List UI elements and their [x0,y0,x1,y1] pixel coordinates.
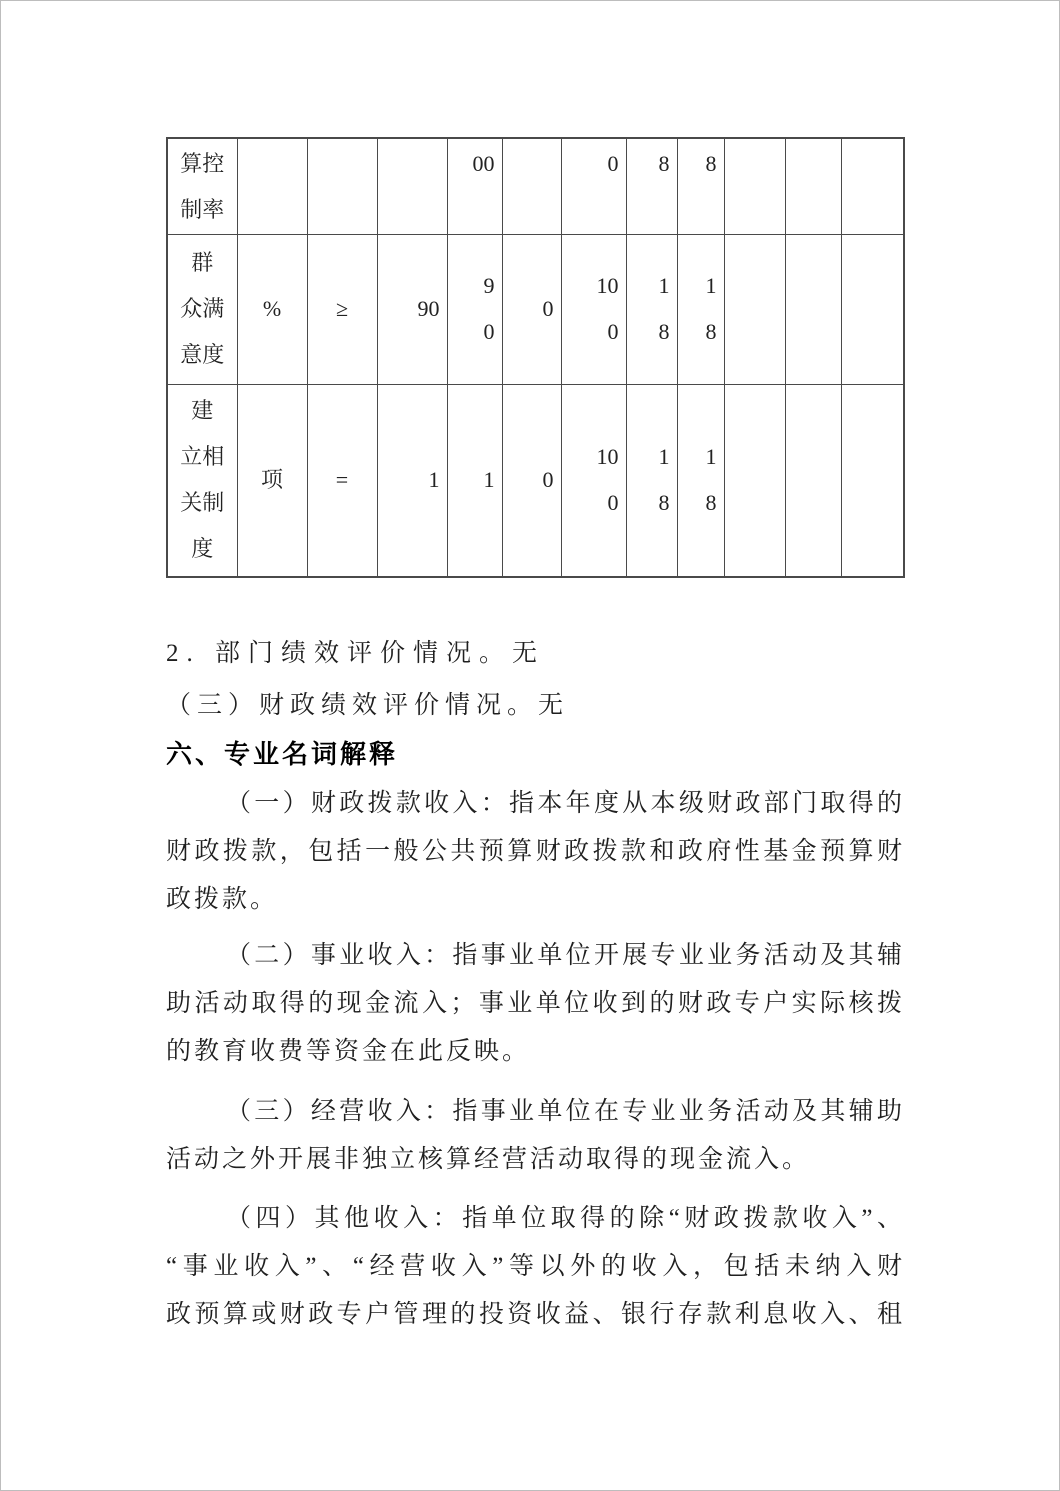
page-content [166,137,905,1339]
table-cell-line: 10 [596,273,619,298]
paragraph-line: （三）经营收入：指事业单位在专业业务活动及其辅助 [226,1098,905,1125]
paragraph-line: 的教育收费等资金在此反映。 [166,1038,531,1065]
table-cell [724,234,785,384]
table-cell [307,138,377,234]
table-cell [167,138,237,234]
table-cell-line: 9 [483,273,495,298]
table-cell-line: 1 [658,444,670,470]
table-cell [785,138,841,234]
table-cell-line: 8 [658,151,670,176]
table-cell [307,384,377,577]
table-cell [502,384,561,577]
table-cell [677,384,724,577]
table-cell-line: 00 [472,151,495,176]
paragraph-line: （二）事业收入：指事业单位开展专业业务活动及其辅 [226,942,905,969]
table-cell [841,384,904,577]
table-cell-line: 0 [607,151,619,176]
table-cell [167,384,237,577]
table-cell-line: ≥ [335,296,349,321]
table-cell [785,384,841,577]
table-cell-line: 90 [417,296,440,321]
table-cell [841,234,904,384]
table-row [167,138,904,234]
fiscal-performance-eval-line: （三）财政绩效评价情况。无 [166,692,570,719]
table-cell [377,234,447,384]
table-cell-line: 0 [483,319,495,344]
table-cell [561,234,626,384]
table-cell-line: 意度 [180,342,225,367]
table-cell-line: 1 [705,273,717,298]
table-cell [167,234,237,384]
table-cell-line: 项 [260,467,283,493]
table-cell-line: 0 [542,467,554,493]
dept-performance-eval-line: 2. 部门绩效评价情况。无 [166,640,546,667]
table-cell-line: 1 [483,467,495,493]
term-business-income [166,1088,905,1184]
table-cell-line: 1 [658,273,670,298]
table-cell [841,138,904,234]
table-cell [724,384,785,577]
table-cell-line: 建 [191,398,214,424]
paragraph-line: 政预算或财政专户管理的投资收益、银行存款利息收入、租 [166,1301,905,1328]
paragraph-line: 政拨款。 [166,886,279,913]
table-cell [237,234,307,384]
table-cell-line: 1 [705,444,717,470]
paragraph-line: （一）财政拨款收入：指本年度从本级财政部门取得的 [226,790,905,817]
table-cell-line: 8 [658,490,670,516]
table-cell-line: 8 [705,490,717,516]
table-cell [561,384,626,577]
term-fiscal-appropriation-income [166,780,905,924]
table-cell-line: 群 [191,250,214,275]
table-cell-line: 算控 [180,151,225,176]
table-cell [447,384,502,577]
table-cell [502,138,561,234]
table-cell-line: 度 [191,536,214,562]
paragraph-line: 助活动取得的现金流入；事业单位收到的财政专户实际核拨 [166,990,905,1017]
body-blocks [166,630,905,1339]
table-cell-line: 0 [542,296,554,321]
table-cell-line: 0 [607,319,619,344]
table-cell [677,138,724,234]
paragraph-line: 财政拨款，包括一般公共预算财政拨款和政府性基金预算财 [166,838,905,865]
table-cell [237,138,307,234]
paragraph-line: “事业收入”、“经营收入”等以外的收入，包括未纳入财 [166,1253,905,1280]
table-cell-line: % [262,296,282,321]
table-cell-line: 立相 [180,444,225,470]
table-cell [377,138,447,234]
table-cell [447,234,502,384]
terms-section-heading: 六、专业名词解释 [166,739,399,769]
table-cell-line: 1 [428,467,440,493]
table-cell-line: 10 [596,444,619,470]
table-row [167,234,904,384]
paragraph-line: （四）其他收入：指单位取得的除“财政拨款收入”、 [226,1205,905,1232]
table-cell [626,138,677,234]
table-cell [785,234,841,384]
indicator-table [166,137,905,578]
table-cell-line: 8 [658,319,670,344]
table-cell [307,234,377,384]
term-other-income [166,1195,905,1339]
table-cell-line: 0 [607,490,619,516]
table-cell-line: 8 [705,319,717,344]
table-cell-line: 8 [705,151,717,176]
term-operating-income [166,932,905,1076]
table-cell [561,138,626,234]
table-cell-line: 众满 [180,296,225,321]
table-cell [377,384,447,577]
table-cell-line: = [335,467,349,493]
table-cell [626,384,677,577]
table-cell [677,234,724,384]
table-cell [626,234,677,384]
table-cell [724,138,785,234]
table-row [167,384,904,577]
table-cell [447,138,502,234]
table-cell-line: 制率 [180,197,225,222]
table-cell [502,234,561,384]
table-cell-line: 关制 [180,490,225,516]
paragraph-line: 活动之外开展非独立核算经营活动取得的现金流入。 [166,1146,811,1173]
table-cell [237,384,307,577]
